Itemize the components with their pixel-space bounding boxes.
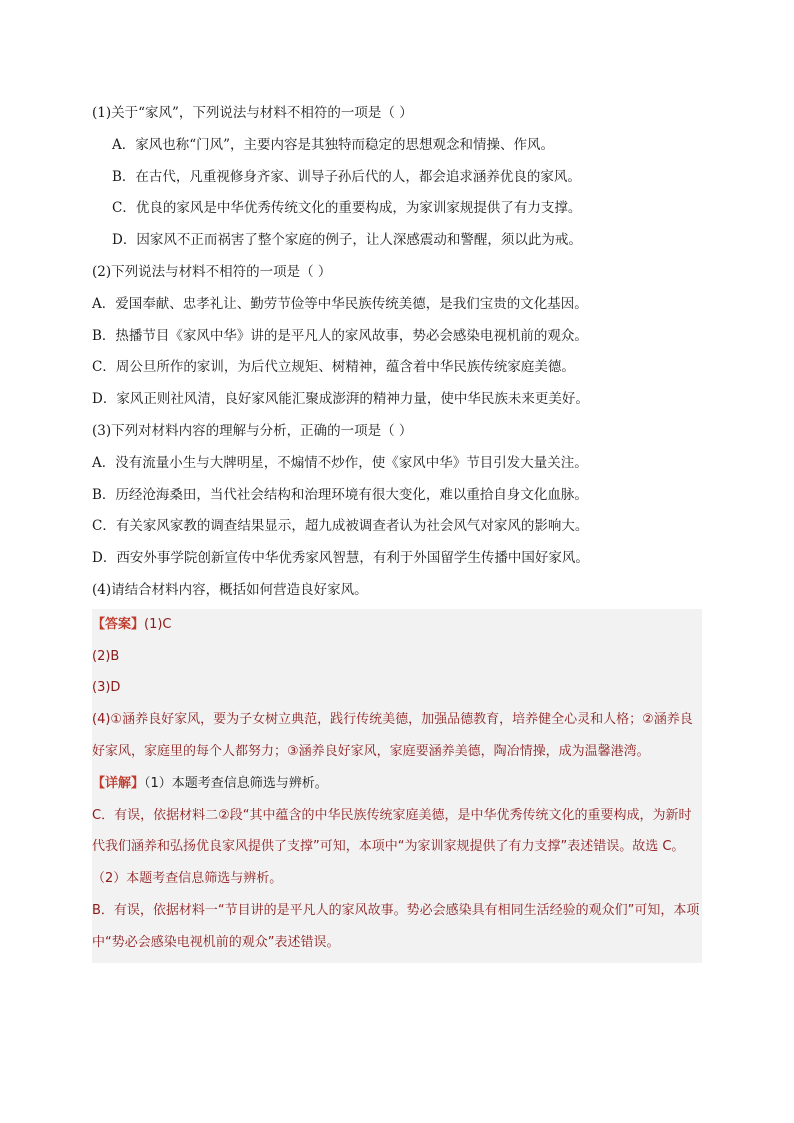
question-3-option-b: B．历经沧海桑田，当代社会结构和治理环境有很大变化，难以重拾自身文化血脉。 (92, 486, 588, 503)
question-1-option-d: D．因家风不正而祸害了整个家庭的例子，让人深感震动和警醒，须以此为戒。 (112, 232, 582, 249)
question-2-option-a: A．爱国奉献、忠孝礼让、勤劳节俭等中华民族传统美德，是我们宝贵的文化基因。 (92, 295, 588, 312)
question-4-stem: (4)请结合材料内容，概括如何营造良好家风。 (92, 581, 368, 598)
question-2-option-b: B．热播节目《家风中华》讲的是平凡人的家风故事，势必会感染电视机前的观众。 (92, 327, 588, 344)
answer-2: (2)B (92, 648, 120, 664)
question-3-option-a: A．没有流量小生与大牌明星，不煽情不炒作，使《家风中华》节目引发大量关注。 (92, 454, 588, 471)
question-1-option-c: C．优良的家风是中华优秀传统文化的重要构成，为家训家规提供了有力支撑。 (112, 200, 582, 217)
question-2-option-d: D．家风正则社风清，良好家风能汇聚成澎湃的精神力量，使中华民族未来更美好。 (92, 391, 589, 408)
question-1-option-b: B．在古代，凡重视修身齐家、训导子孙后代的人，都会追求涵养优良的家风。 (112, 168, 581, 185)
detail-1-body: C．有误，依据材料二②段“其中蕴含的中华民族传统家庭美德，是中华优秀传统文化的重要构成，为新时代我们涵养和弘扬优良家风提供了支撑”可知，本项中“为家训家规提供了有力支撑”表述错误。故选 C。 (92, 807, 692, 855)
answer-tag: 【答案】 (92, 616, 145, 632)
answer-3: (3)D (92, 680, 121, 696)
question-2-stem: (2)下列说法与材料不相符的一项是（ ） (92, 263, 332, 280)
answer-1: (1)C (144, 616, 172, 632)
question-2-option-c: C．周公旦所作的家训，为后代立规矩、树精神，蕴含着中华民族传统家庭美德。 (92, 359, 575, 376)
answer-4: (4)①涵养良好家风，要为子女树立典范，践行传统美德，加强品德教育，培养健全心灵和人格；②涵养良好家风，家庭里的每个人都努力；③涵养良好家风，家庭要涵养美德，陶冶情操，成为温馨港湾。 (92, 712, 693, 759)
question-3-option-d: D．西安外事学院创新宣传中华优秀家风智慧，有利于外国留学生传播中国好家风。 (92, 550, 589, 567)
answer-line-1 (92, 609, 702, 641)
detail-line-1 (92, 768, 702, 800)
question-1-option-a: A．家风也称“门风”，主要内容是其独特而稳定的思想观念和情操、作风。 (112, 136, 555, 153)
answer-section (92, 609, 702, 963)
question-3-option-c: C．有关家风家教的调查结果显示，超九成被调查者认为社会风气对家风的影响大。 (92, 518, 589, 535)
detail-tag: 【详解】 (92, 775, 145, 791)
detail-2-body: B．有误，依据材料一“节目讲的是平凡人的家风故事。势必会感染具有相同生活经验的观众们”可知，本项中“势必会感染电视机前的观众”表述错误。 (92, 902, 700, 950)
detail-1-head: （1）本题考查信息筛选与辨析。 (144, 775, 328, 791)
detail-2-head: （2）本题考查信息筛选与辨析。 (92, 871, 283, 887)
question-1-stem: (1)关于“家风”，下列说法与材料不相符的一项是（ ） (92, 105, 413, 121)
document-page (92, 98, 702, 963)
question-3-stem: (3)下列对材料内容的理解与分析，正确的一项是（ ） (92, 422, 413, 439)
